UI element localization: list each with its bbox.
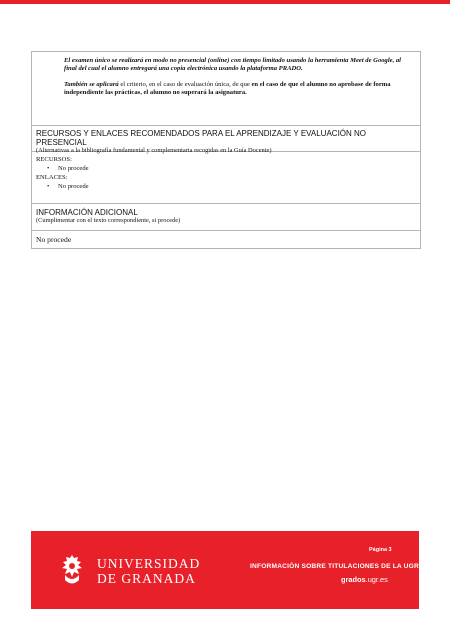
enlaces-item: • No procede xyxy=(58,182,416,191)
exam-paragraph: El examen único se realizará en modo no presencial (online) con tiempo limitado usando la herramienta Meet de Google, al final del cual el alumno entregará una copia electrónica usando la plataforma PRADO. xyxy=(64,57,402,73)
university-name-line2: DE GRANADA xyxy=(97,571,196,586)
additional-info-body: No procede xyxy=(32,231,420,249)
grados-link[interactable]: grados.ugr.es xyxy=(341,575,388,584)
additional-info-header-cell xyxy=(32,204,420,231)
criterion-paragraph: También se aplicará el criterio, en el caso de evaluación única, de que en el caso de que el alumno no aprobase de forma independiente las prácticas, el alumno no superará la asignatura. xyxy=(64,81,391,97)
university-name-line1: UNIVERSIDAD xyxy=(97,556,201,571)
resources-title: RECURSOS Y ENLACES RECOMENDADOS PARA EL APRENDIZAJE Y EVALUACIÓN NO PRESENCIAL xyxy=(36,129,367,147)
content-table xyxy=(31,51,421,249)
page-number: Página 3 xyxy=(369,547,392,553)
top-red-bar xyxy=(0,0,450,4)
titulaciones-info: INFORMACIÓN SOBRE TITULACIONES DE LA UGR xyxy=(250,563,419,570)
additional-info-title: INFORMACIÓN ADICIONAL xyxy=(36,208,138,217)
resources-body-cell xyxy=(32,152,420,204)
recursos-item: • No procede xyxy=(58,164,416,173)
university-crest-icon xyxy=(56,553,88,589)
resources-header-cell xyxy=(32,126,420,152)
footer-banner xyxy=(31,531,419,609)
evaluation-text-cell xyxy=(32,52,420,126)
recursos-label: RECURSOS: xyxy=(36,156,72,163)
resources-subtitle: (Alternativas a la bibliografía fundamental y complementaria recogidas en la Guía Docente) xyxy=(36,147,272,154)
additional-info-subtitle: (Cumplimentar con el texto correspondiente, si procede) xyxy=(36,217,181,224)
enlaces-label: ENLACES: xyxy=(36,174,68,181)
